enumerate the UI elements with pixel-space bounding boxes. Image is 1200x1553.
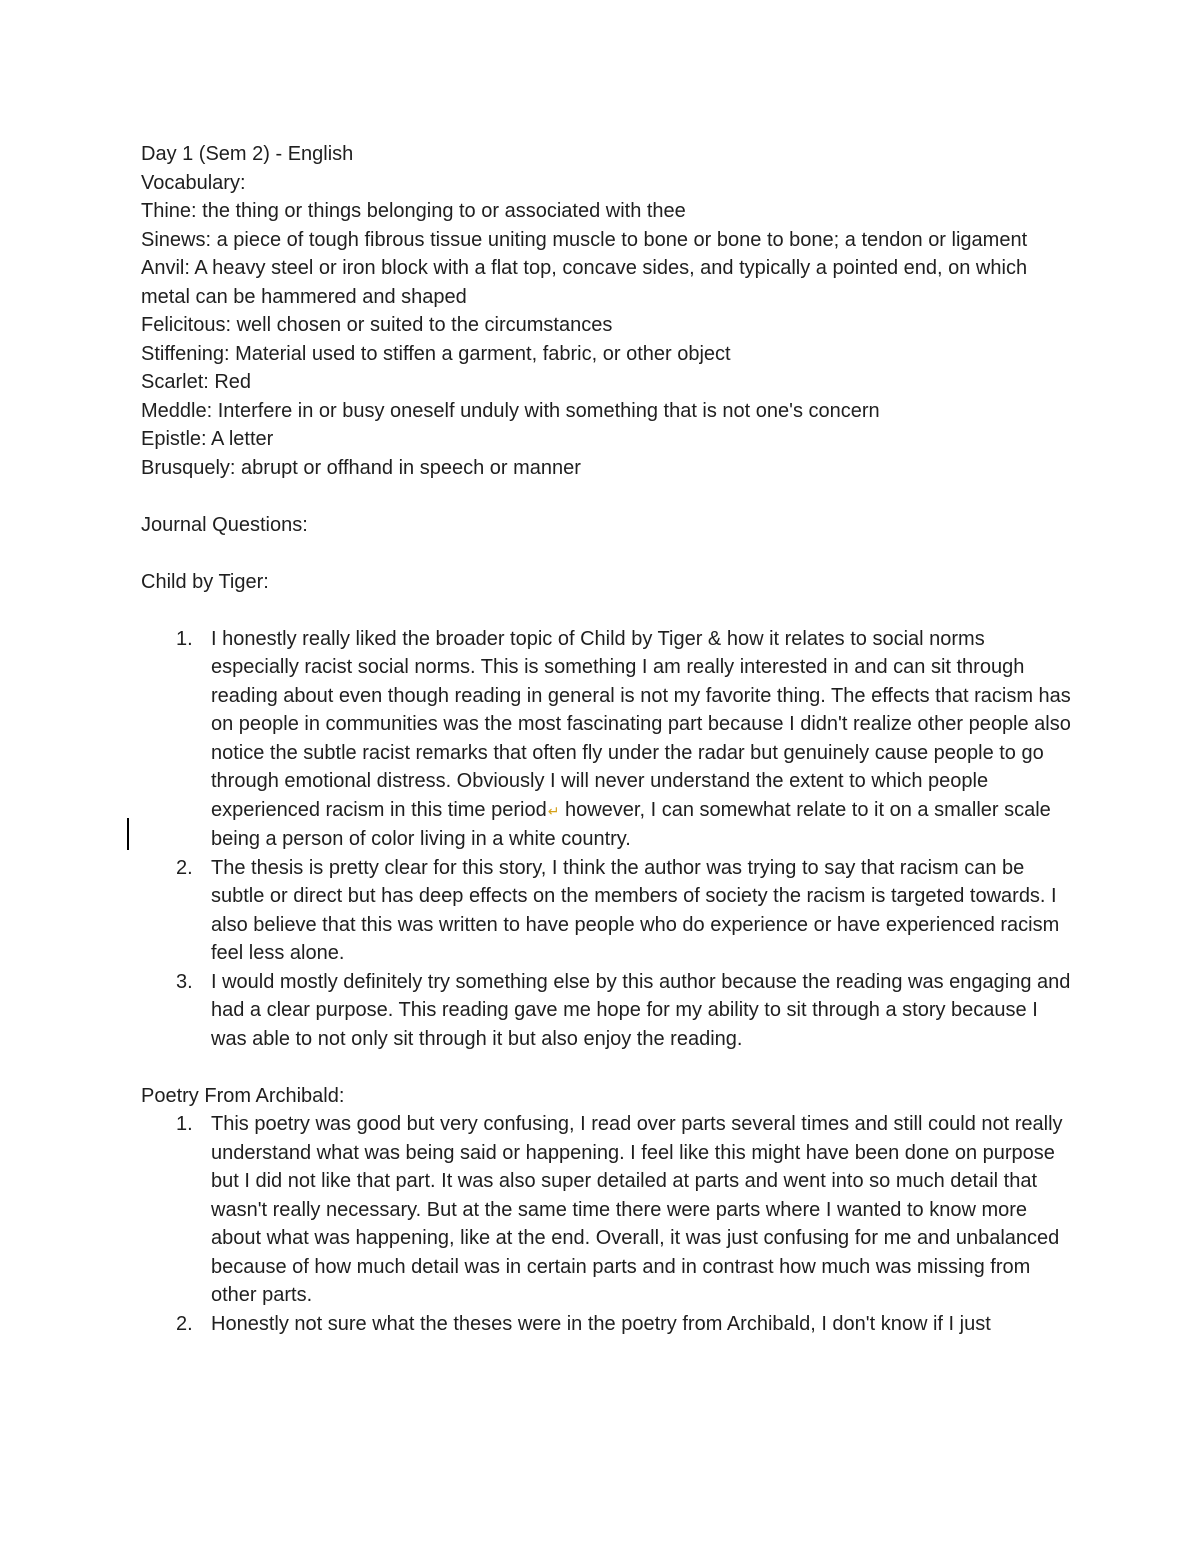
spacer [141,1053,1071,1082]
list-number: 3. [176,970,193,993]
list-number: 1. [176,627,193,650]
answer-text: This poetry was good but very confusing, I read over parts several times and still could not really understand what was being said or happening. I feel like this might have been done on purpose but I did not like that part. It was also super detailed at parts and went into so much detail that wasn't really necessary. But at the same time there were parts where I wanted to know more about what was happening, like at the end. Overall, it was just confusing for me and unbalanced because of how much detail was in certain parts and in contrast how much was missing from other parts. [211,1113,1063,1306]
document-body[interactable] [141,140,1071,1338]
vocab-entry-sinews: Sinews: a piece of tough fibrous tissue uniting muscle to bone or bone to bone; a tendon or ligament [141,228,1028,251]
journal-heading: Journal Questions: [141,513,308,536]
vocabulary-list [141,197,1071,482]
spacer [141,482,1071,511]
answer-text: I would mostly definitely try something else by this author because the reading was engaging and had a clear purpose. This reading gave me hope for my ability to sit through a story because I was able to not only sit through it but also enjoy the reading. [211,970,1071,1050]
list-item [141,968,1071,1054]
vocab-entry-anvil: Anvil: A heavy steel or iron block with a flat top, concave sides, and typically a pointed end, on which metal can be hammered and shaped [141,257,1028,308]
vocab-entry-meddle: Meddle: Interfere in or busy oneself unduly with something that is not one's concern [141,399,880,422]
vocab-entry-brusquely: Brusquely: abrupt or offhand in speech or manner [141,456,581,479]
list-item [141,854,1071,968]
list-number: 2. [176,856,193,879]
vocab-entry-stiffening: Stiffening: Material used to stiffen a garment, fabric, or other object [141,342,731,365]
vocab-entry-thine: Thine: the thing or things belonging to or associated with thee [141,200,686,222]
vocab-entry-epistle: Epistle: A letter [141,428,274,450]
vocabulary-heading: Vocabulary: [141,171,246,194]
section-title-poetry-from-archibald: Poetry From Archibald: [141,1084,345,1107]
answer-text: The thesis is pretty clear for this story, I think the author was trying to say that racism can be subtle or direct but has deep effects on the members of society the racism is targeted towards. I also believe that this was written to have people who do experience or have experienced racism feel less alone. [211,856,1060,964]
poetry-answers [141,1110,1071,1338]
list-number: 1. [176,1113,193,1135]
suggestion-mark-icon[interactable]: ↵ [547,802,560,819]
text-cursor [127,818,129,850]
spacer [141,539,1071,568]
section-title-child-by-tiger: Child by Tiger: [141,570,269,593]
list-item [141,625,1071,854]
child-by-tiger-answers [141,625,1071,1054]
spacer [141,596,1071,625]
vocab-entry-felicitous: Felicitous: well chosen or suited to the circumstances [141,314,613,336]
document-title: Day 1 (Sem 2) - English [141,143,354,165]
list-item [141,1310,1071,1339]
list-number: 2. [176,1312,193,1335]
answer-text: I honestly really liked the broader topic of Child by Tiger & how it relates to social norms especially racist social norms. This is something I am really interested in and can sit through reading about even though reading in general is not my favorite thing. The effects that racism has on people in communities was the most fascinating part because I didn't realize other people also notice the subtle racist remarks that often fly under the radar but genuinely cause people to go through emotional distress. Obviously I will never understand the extent to which people experienced racism in this time period↵ however, I can somewhat relate to it on a smaller scale being a person of color living in a white country. [211,627,1071,850]
answer-text: Honestly not sure what the theses were in the poetry from Archibald, I don't know if I just [211,1312,991,1335]
list-item [141,1110,1071,1310]
vocab-entry-scarlet: Scarlet: Red [141,371,252,393]
